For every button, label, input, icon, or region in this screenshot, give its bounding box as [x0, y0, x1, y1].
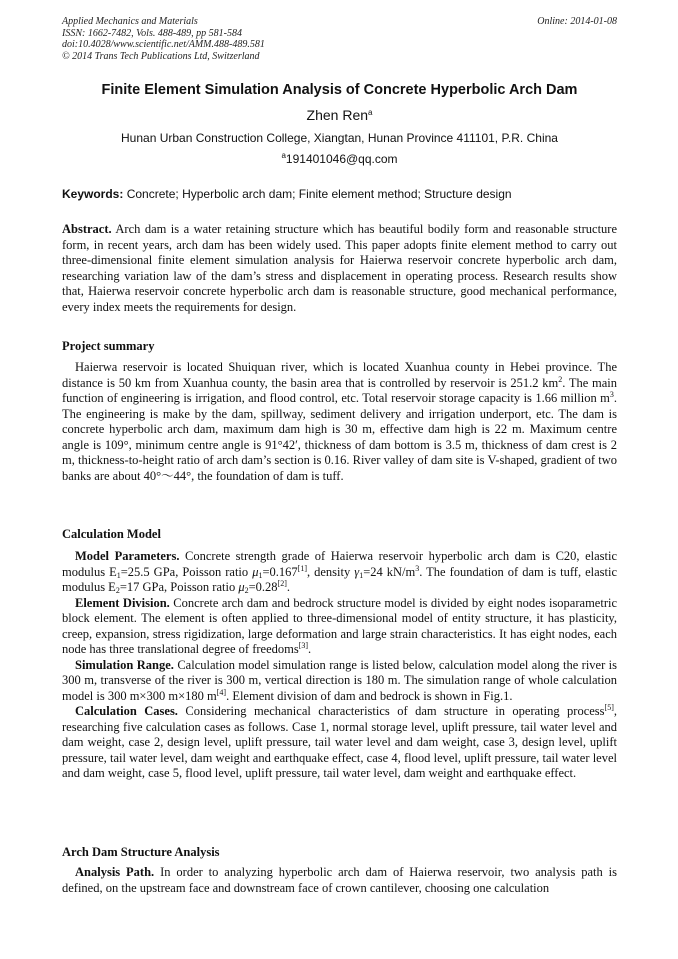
email-address: 191401046@qq.com — [285, 152, 398, 166]
params-sub-6: 2 — [115, 586, 120, 595]
online-date: Online: 2014-01-08 — [537, 16, 617, 27]
section-heading-project-summary: Project summary — [62, 339, 155, 353]
author-sup: a — [368, 108, 373, 117]
calculation-cases-text: Considering mechanical characteristics of dam structure in operating process — [185, 704, 605, 718]
simulation-range-text: Calculation model simulation range is listed below, calculation model along the river is 300 m, transverse of the river is 300 m, vertical direction is 180 m. The simulation range of whole calculation model is 300 m×300 m×180 m — [62, 657, 617, 703]
element-division-end: . — [308, 642, 312, 656]
doi: doi:10.4028/www.scientific.net/AMM.488-489.581 — [62, 39, 265, 50]
gamma-symbol: γ — [354, 564, 360, 579]
element-division-text: Concrete arch dam and bedrock structure model is divided by eight nodes isoparametric block element. The element is often applied to three-dimensional model of entity structure, it has plasticity, creep, expansion, stress rigidization, large deformation and large strain characteristics. It has eight nodes, each node has three translational degree of freedoms — [62, 595, 617, 656]
ref-3: [3] — [298, 641, 309, 650]
section-heading-calculation-model: Calculation Model — [62, 527, 161, 541]
element-division-label: Element Division. — [75, 595, 170, 610]
params-text-9: . — [286, 580, 291, 594]
calculation-cases-end: , researching five calculation cases as follows. Case 1, normal storage level, uplift pressure, tail water level and dam weight, case 2, design level, uplift pressure, tail water level and dam weight, case 3, design level, uplift pressure, tail water level, dam weight and earthquake effect, case 4, flood level, uplift pressure, tail water level and dam weight, case 5, flood level, uplift pressure, tail water level, dam weight and earthquake effect. — [62, 704, 617, 780]
summary-sup-2: 3 — [609, 390, 614, 399]
email-sup: a — [281, 151, 286, 160]
email — [62, 152, 617, 167]
model-parameters-paragraph — [62, 549, 617, 596]
abstract — [62, 222, 617, 315]
calculation-model-section — [62, 549, 617, 782]
simulation-range-end: . Element division of dam and bedrock is shown in Fig.1. — [226, 688, 513, 703]
params-text-6: . The foundation of dam is tuff, elastic modulus E — [62, 564, 618, 594]
params-text-8: =0.28 — [248, 580, 278, 594]
model-parameters-label: Model Parameters. — [75, 549, 180, 563]
calculation-cases-paragraph — [62, 704, 617, 782]
gamma-sub: 1 — [359, 570, 364, 580]
summary-text-1: Haierwa reservoir is located Shuiquan river, which is located Xuanhua county in Hebei province. The distance is 50 km from Xuanhua county, the basin area that is controlled by reservoir is 251.2 km — [62, 360, 617, 390]
params-text-4: , density — [306, 564, 355, 579]
keywords-text: Concrete; Hyperbolic arch dam; Finite element method; Structure design — [126, 187, 512, 201]
summary-text-2: . The main function of engineering is irrigation, and flood control, etc. Total reservoir storage capacity is 1.66 million m — [62, 375, 617, 405]
mu-sub-2: 2 — [244, 586, 249, 595]
simulation-range-label: Simulation Range. — [75, 657, 174, 672]
keywords — [62, 187, 617, 202]
journal-header — [62, 16, 617, 62]
analysis-path-label: Analysis Path. — [75, 865, 155, 879]
journal-name: Applied Mechanics and Materials — [62, 16, 198, 27]
params-text-1: Concrete strength grade of Haierwa reservoir hyperbolic arch dam is C20, elastic modulus E — [62, 549, 618, 579]
abstract-label: Abstract. — [62, 222, 112, 236]
keywords-label: Keywords: — [62, 187, 124, 201]
calculation-cases-label: Calculation Cases. — [75, 704, 178, 718]
analysis-path-text: In order to analyzing hyperbolic arch dam of Haierwa reservoir, two analysis path is defined, on the upstream face and downstream face of crown cantilever, choosing one calculation — [62, 865, 618, 895]
params-text-7: =17 GPa, Poisson ratio — [119, 580, 239, 594]
paper-title: Finite Element Simulation Analysis of Concrete Hyperbolic Arch Dam — [101, 82, 578, 98]
issn: ISSN: 1662-7482, Vols. 488-489, pp 581-584 — [62, 27, 242, 39]
params-text-3: =0.167 — [262, 564, 298, 579]
author-name: Zhen Ren — [306, 107, 369, 123]
params-text-2: =25.5 GPa, Poisson ratio — [120, 564, 253, 579]
params-text-5: =24 kN/m — [363, 564, 416, 579]
mu-symbol-1: μ — [252, 564, 259, 579]
ref-1: [1] — [297, 563, 307, 573]
affiliation: Hunan Urban Construction College, Xiangtan, Hunan Province 411101, P.R. China — [121, 131, 558, 145]
project-summary-paragraph — [62, 360, 617, 484]
mu-sub-1: 1 — [258, 570, 263, 580]
abstract-text: Arch dam is a water retaining structure which has beautiful bodily form and reasonable structure form, in recent years, arch dam has been widely used. This paper adopts finite element method to carry out three-dimensional finite element simulation analysis for Haierwa reservoir concrete hyperbolic arch dam, researching variation law of the dam’s stress and displacement in operating process. Research results show that, Haierwa reservoir concrete hyperbolic arch dam is reasonable structure, good mechanical performance, every index meets the requirements for design. — [62, 222, 618, 314]
copyright: © 2014 Trans Tech Publications Ltd, Switzerland — [62, 50, 260, 62]
params-sub-1: 1 — [116, 570, 121, 580]
summary-text-3: . The engineering is make by the dam, spillway, sediment delivery and irrigation underport, etc. The dam is concrete hyperbolic arch dam, maximum dam high is 30 m, effective dam high is 22 m. Maximum centre angle is 109°, minimum centre angle is 91°42′, thickness of dam bottom is 3.5 m, thickness of dam crest is 2 m, thickness-to-height ratio of arch dam’s section is 0.16. River valley of dam site is V-shaped, gradient of two banks are about 40°～44°, the foundation of dam is tuff. — [62, 391, 617, 483]
element-division-paragraph — [62, 596, 617, 658]
analysis-path-paragraph — [62, 865, 617, 896]
ref-2: [2] — [277, 579, 287, 588]
author — [62, 106, 617, 124]
simulation-range-paragraph — [62, 658, 617, 705]
mu-symbol-2: μ — [238, 580, 245, 594]
ref-4: [4] — [216, 687, 227, 697]
summary-sup-1: 2 — [558, 374, 563, 384]
params-sup-5: 3 — [415, 563, 420, 573]
ref-5: [5] — [604, 703, 614, 712]
section-heading-structure-analysis: Arch Dam Structure Analysis — [62, 845, 220, 859]
